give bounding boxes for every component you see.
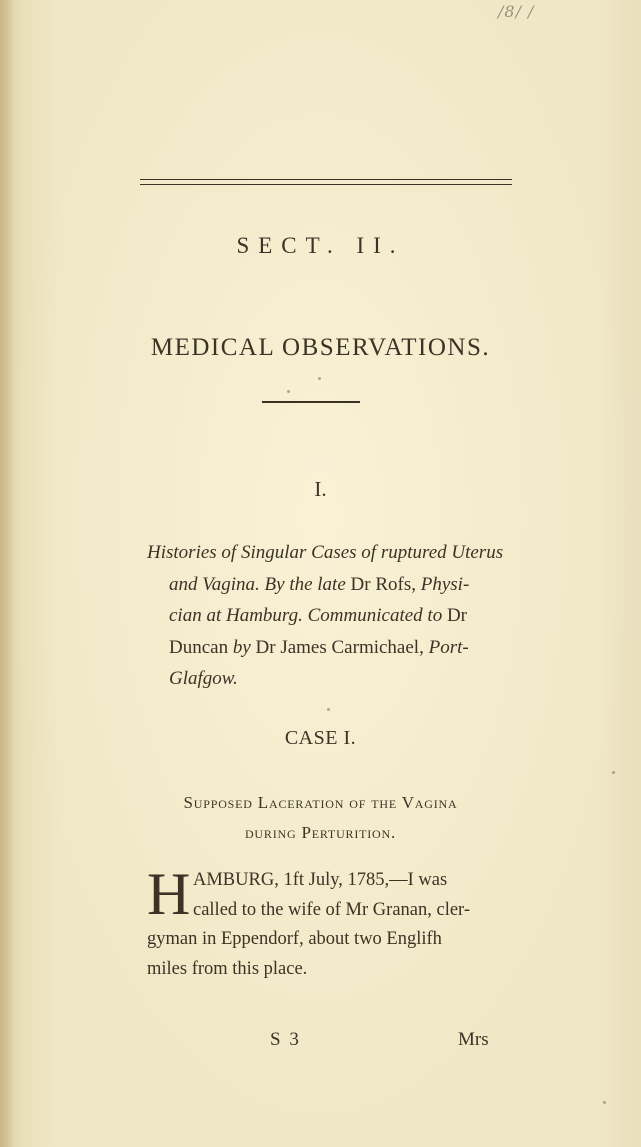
body-paragraph bbox=[147, 861, 519, 984]
article-title-line: and Vagina. By the late Dr Rofs, Physi- bbox=[169, 573, 470, 595]
header-rule bbox=[140, 179, 512, 180]
article-title bbox=[147, 537, 527, 695]
case-subheading-line: Supposed Laceration of the Vagina bbox=[183, 793, 458, 812]
case-subheading bbox=[0, 788, 641, 848]
header-rule-thin bbox=[140, 184, 512, 185]
paper-speck bbox=[327, 708, 330, 711]
paper-speck bbox=[603, 1101, 606, 1104]
article-title-line: Duncan by Dr James Carmichael, Port- bbox=[169, 636, 469, 658]
paper-speck bbox=[287, 390, 290, 393]
case-subheading-line: during Perturition. bbox=[244, 823, 397, 842]
body-line: called to the wife of Mr Granan, cler- bbox=[193, 899, 471, 920]
section-heading: SECT. II. bbox=[236, 233, 405, 258]
catchword: Mrs bbox=[458, 1029, 489, 1050]
case-heading: CASE I. bbox=[284, 727, 357, 749]
handwritten-mark: /8/ / bbox=[498, 2, 535, 21]
drop-cap: H bbox=[147, 861, 191, 927]
article-title-line: Histories of Singular Cases of ruptured Uterus bbox=[147, 542, 504, 563]
body-line: miles from this place. bbox=[147, 958, 308, 979]
paper-speck bbox=[612, 771, 615, 774]
body-line: AMBURG, 1ft July, 1785,—I was bbox=[193, 870, 448, 890]
article-title-line: Glafgow. bbox=[169, 668, 238, 689]
article-number: I. bbox=[314, 477, 327, 501]
page-title: MEDICAL OBSERVATIONS. bbox=[150, 334, 491, 361]
page-gutter-shadow bbox=[0, 0, 14, 1147]
paper-speck bbox=[318, 377, 321, 380]
article-title-line: cian at Hamburg. Communicated to Dr bbox=[169, 605, 468, 626]
body-line: gyman in Eppendorf, about two Englifh bbox=[147, 929, 442, 949]
signature-mark: S 3 bbox=[270, 1029, 301, 1050]
title-divider bbox=[262, 401, 360, 403]
